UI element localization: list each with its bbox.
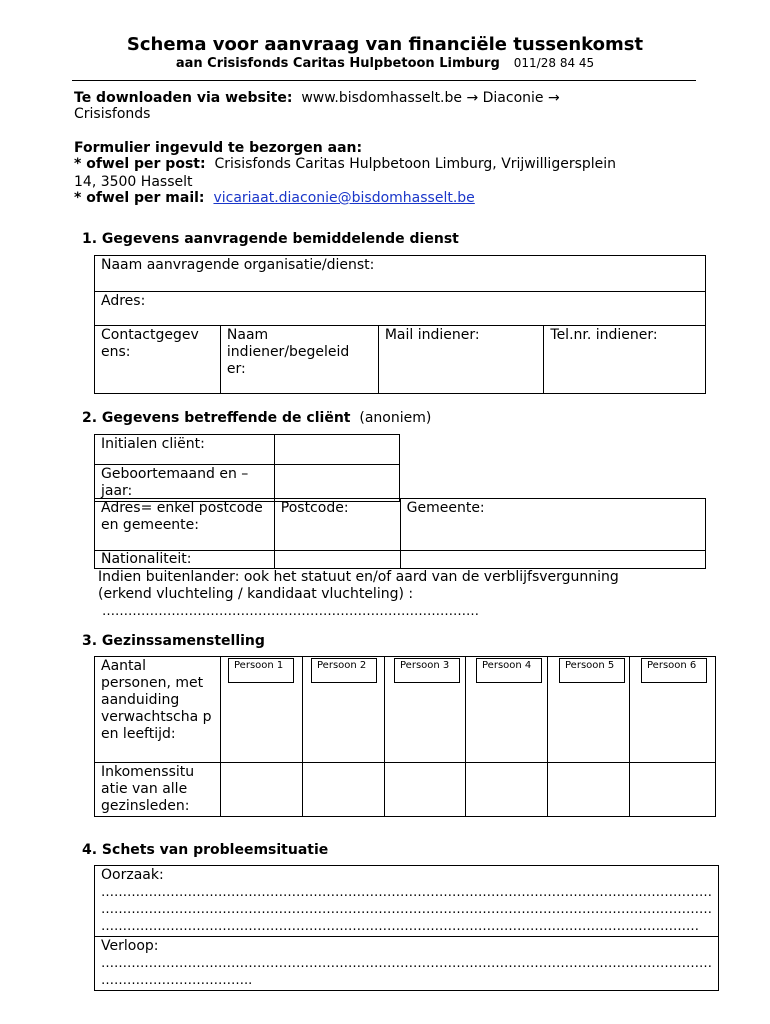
course-label: Verloop: <box>101 938 159 954</box>
foreign-note-2: (erkend vluchteling / kandidaat vluchteling) : <box>98 586 414 602</box>
person-header-5: Persoon 5 <box>559 658 625 683</box>
tel-field[interactable]: Tel.nr. indiener: <box>544 326 706 394</box>
municipality-field[interactable]: Gemeente: <box>400 499 705 551</box>
section2-note: (anoniem) <box>359 410 432 426</box>
foreign-dots[interactable]: …………………………………………………………………………… <box>102 604 479 619</box>
phone-number: 011/28 84 45 <box>513 56 595 70</box>
mail-link[interactable]: vicariaat.diaconie@bisdomhasselt.be <box>213 190 475 206</box>
contact-label: Contactgegev ens: <box>95 326 221 394</box>
person-header-1: Persoon 1 <box>228 658 294 683</box>
person-header-6: Persoon 6 <box>641 658 707 683</box>
section4-heading: 4. Schets van probleemsituatie <box>82 842 329 858</box>
cause-dots-2: …………………………………………………………………………………………………………………………… <box>101 902 712 917</box>
birth-field[interactable] <box>274 465 399 502</box>
section2-heading: 2. Gegevens betreffende de cliënt <box>82 410 351 426</box>
download-path-2: Crisisfonds <box>74 106 151 122</box>
nationality-extra <box>400 551 705 569</box>
course-dots-1: …………………………………………………………………………………………………………………………… <box>101 956 712 971</box>
post-label: * ofwel per post: <box>74 156 206 172</box>
course-dots-2: …………………………….. <box>101 973 253 988</box>
cause-dots-3: ………………………………………………………………………………………………………………………… <box>101 919 699 934</box>
header-divider <box>72 80 696 81</box>
subtitle-org: aan Crisisfonds Caritas Hulpbetoon Limburg <box>175 56 500 71</box>
address-field[interactable]: Adres: <box>95 292 706 326</box>
page-title: Schema voor aanvraag van financiële tussenkomst <box>126 34 644 55</box>
persons-label: Aantal personen, met aanduiding verwachtscha p en leeftijd: <box>95 657 221 763</box>
birth-label: Geboortemaand en –jaar: <box>95 465 275 502</box>
income-cell-4[interactable] <box>466 763 548 817</box>
post-value: Crisisfonds Caritas Hulpbetoon Limburg, Vrijwilligersplein <box>214 156 617 172</box>
cause-label: Oorzaak: <box>101 867 164 883</box>
person-header-3: Persoon 3 <box>394 658 460 683</box>
foreign-note-1: Indien buitenlander: ook het statuut en/of aard van de verblijfsvergunning <box>98 569 619 585</box>
section4-table <box>94 865 719 991</box>
income-cell-1[interactable] <box>220 763 302 817</box>
income-cell-3[interactable] <box>384 763 466 817</box>
download-line <box>74 90 560 107</box>
nationality-field[interactable] <box>274 551 400 569</box>
mail-label: * ofwel per mail: <box>74 190 205 206</box>
income-cell-6[interactable] <box>630 763 716 817</box>
page-subtitle <box>0 56 770 71</box>
section1-table <box>94 255 706 394</box>
name-field[interactable]: Naam indiener/begeleid er: <box>220 326 378 394</box>
post-value-2: 14, 3500 Hasselt <box>74 174 193 190</box>
client-address-label: Adres= enkel postcode en gemeente: <box>95 499 275 551</box>
section2-table-top <box>94 434 400 502</box>
section2-table-bottom <box>94 498 706 569</box>
org-field[interactable]: Naam aanvragende organisatie/dienst: <box>95 256 706 292</box>
postcode-field[interactable]: Postcode: <box>274 499 400 551</box>
income-label: Inkomenssitu atie van alle gezinsleden: <box>95 763 221 817</box>
download-label: Te downloaden via website: <box>74 90 293 106</box>
download-path-1: www.bisdomhasselt.be → Diaconie → <box>301 90 560 106</box>
section3-heading: 3. Gezinssamenstelling <box>82 633 265 649</box>
income-cell-5[interactable] <box>548 763 630 817</box>
person-header-2: Persoon 2 <box>311 658 377 683</box>
course-cell[interactable] <box>95 937 719 991</box>
initials-field[interactable] <box>274 435 399 465</box>
mail-field[interactable]: Mail indiener: <box>378 326 544 394</box>
nationality-label: Nationaliteit: <box>95 551 275 569</box>
section2-heading-line <box>82 410 431 426</box>
delivery-heading: Formulier ingevuld te bezorgen aan: <box>74 140 363 156</box>
delivery-mail-line <box>74 190 475 207</box>
initials-label: Initialen cliënt: <box>95 435 275 465</box>
delivery-post-line <box>74 156 616 173</box>
person-header-4: Persoon 4 <box>476 658 542 683</box>
income-cell-2[interactable] <box>302 763 384 817</box>
cause-cell[interactable] <box>95 866 719 937</box>
section1-heading: 1. Gegevens aanvragende bemiddelende dienst <box>82 231 459 247</box>
cause-dots-1: …………………………………………………………………………………………………………………………… <box>101 885 712 900</box>
